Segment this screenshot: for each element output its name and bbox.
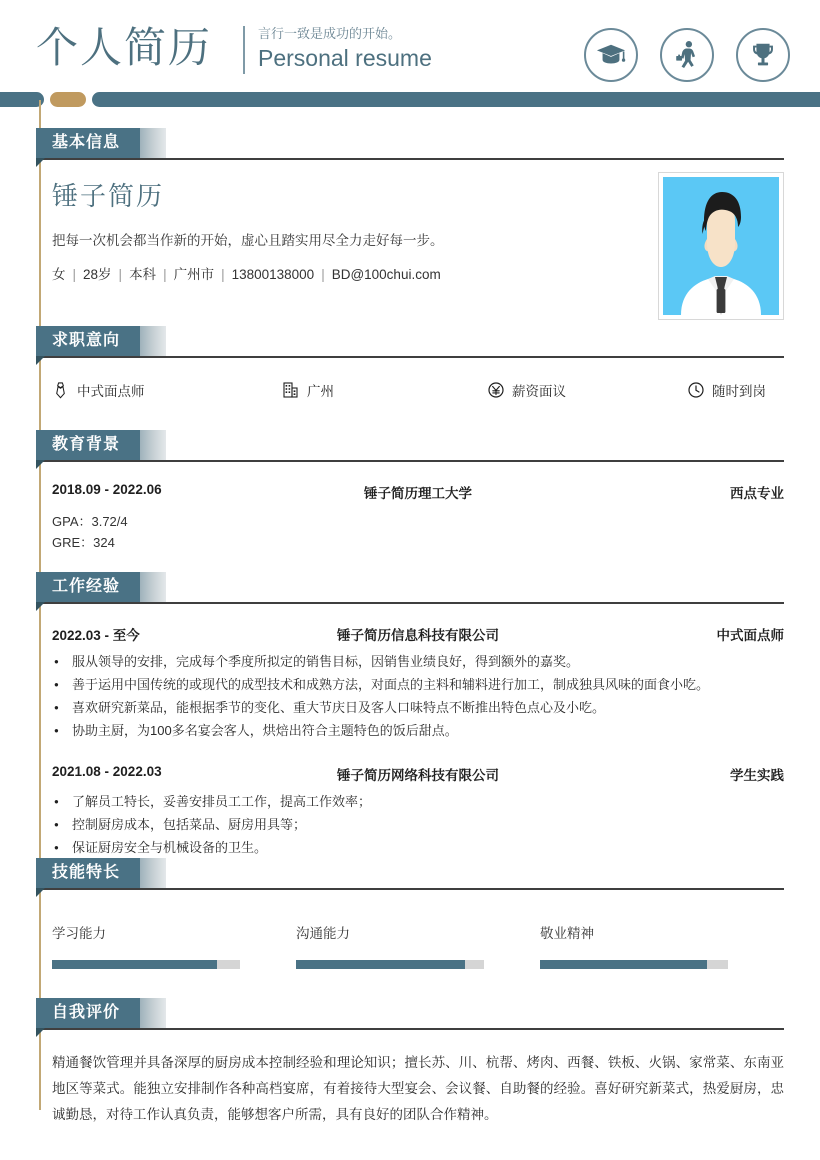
intent-location bbox=[282, 380, 487, 400]
rule-pill-main bbox=[92, 92, 820, 107]
skills-row bbox=[52, 924, 784, 969]
section-title-self-evaluation: 自我评价 bbox=[36, 998, 140, 1028]
meta-city: 广州市 bbox=[173, 267, 215, 282]
work-entry bbox=[52, 624, 784, 742]
tab-notch bbox=[36, 602, 45, 611]
work-role: 中式面点师 bbox=[716, 628, 784, 643]
section-self-evaluation bbox=[0, 998, 820, 1128]
tab-notch bbox=[36, 1028, 45, 1037]
section-header-job-intention bbox=[0, 326, 820, 362]
skill-label: 沟通能力 bbox=[296, 926, 350, 941]
education-gpa: GPA：3.72/4 bbox=[52, 514, 128, 529]
page-header bbox=[0, 0, 820, 92]
work-date: 2022.03 - 至今 bbox=[52, 628, 140, 643]
section-title-skills: 技能特长 bbox=[36, 858, 140, 888]
header-rule-bar bbox=[0, 92, 820, 108]
basic-info-body bbox=[0, 164, 820, 286]
work-entry-header bbox=[52, 764, 784, 786]
self-evaluation-text: 精通餐饮管理并具备深厚的厨房成本控制经验和理论知识；擅长苏、川、杭帮、烤肉、西餐、铁板、火锅、家常菜、东南亚地区等菜式。能独立安排制作各种高档宴席，有着接待大型宴会、会议餐、自助餐的经验。喜好研究新菜式，热爱厨房，忠诚勤恳，对待工作认真负责，能够想客户所需，具有良好的团队合作精神。 bbox=[52, 1055, 784, 1122]
education-entry-header bbox=[52, 482, 784, 504]
list-item: ● 善于运用中国传统的或现代的成型技术和成熟方法，对面点的主料和辅料进行加工，制成独具风味的面食小吃。 bbox=[52, 673, 784, 696]
section-basic-info bbox=[0, 128, 820, 286]
meta-phone: 13800138000 bbox=[231, 267, 315, 282]
skill-bar-track bbox=[52, 960, 240, 969]
tab-notch bbox=[36, 356, 45, 365]
section-rule bbox=[36, 158, 784, 160]
skills-body bbox=[0, 894, 820, 969]
skill-label: 敬业精神 bbox=[540, 926, 594, 941]
tab-tail bbox=[140, 858, 166, 888]
list-item: ● 了解员工特长，妥善安排员工工作，提高工作效率； bbox=[52, 790, 784, 813]
work-bullet-list bbox=[52, 650, 784, 742]
list-item: ● 控制厨房成本，包括菜品、厨房用具等； bbox=[52, 813, 784, 836]
tab-tail bbox=[140, 128, 166, 158]
candidate-motto: 把每一次机会都当作新的开始，虚心且踏实用尽全力走好每一步。 bbox=[52, 233, 444, 248]
section-job-intention bbox=[0, 326, 820, 400]
work-bullet-list bbox=[52, 790, 784, 859]
tie-icon bbox=[52, 382, 69, 399]
tab-tail bbox=[140, 326, 166, 356]
graduation-cap-icon bbox=[584, 28, 638, 82]
education-date: 2018.09 - 2022.06 bbox=[52, 482, 162, 497]
work-entry bbox=[52, 764, 784, 859]
section-rule bbox=[36, 888, 784, 890]
skill-bar-fill bbox=[540, 960, 707, 969]
tab-notch bbox=[36, 158, 45, 167]
work-date: 2021.08 - 2022.03 bbox=[52, 764, 162, 779]
skill-item bbox=[296, 924, 540, 969]
avatar-image bbox=[663, 177, 779, 315]
skill-item bbox=[52, 924, 296, 969]
building-icon bbox=[282, 382, 299, 399]
meta-email: BD@100chui.com bbox=[331, 267, 441, 282]
work-company: 锤子简历网络科技有限公司 bbox=[337, 768, 499, 783]
section-rule bbox=[36, 356, 784, 358]
businessman-walking-icon bbox=[660, 28, 714, 82]
clock-icon bbox=[687, 382, 704, 399]
section-title-education: 教育背景 bbox=[36, 430, 140, 460]
section-title-work: 工作经验 bbox=[36, 572, 140, 602]
header-subtitle-cn: 言行一致是成功的开始。 bbox=[258, 26, 402, 41]
section-header-self-evaluation bbox=[0, 998, 820, 1034]
rule-pill-accent bbox=[50, 92, 86, 107]
list-item: ● 喜欢研究新菜品，能根据季节的变化、重大节庆日及客人口味特点不断推出特色点心及小吃。 bbox=[52, 696, 784, 719]
work-entry-header bbox=[52, 624, 784, 646]
job-intention-row bbox=[52, 380, 784, 400]
section-title-job-intention: 求职意向 bbox=[36, 326, 140, 356]
job-intention-body bbox=[0, 362, 820, 400]
section-rule bbox=[36, 460, 784, 462]
list-item: ● 保证厨房安全与机械设备的卫生。 bbox=[52, 836, 784, 859]
skill-bar-fill bbox=[52, 960, 217, 969]
education-body bbox=[0, 466, 820, 553]
skill-item bbox=[540, 924, 784, 969]
trophy-icon bbox=[736, 28, 790, 82]
candidate-name: 锤子简历 bbox=[52, 181, 165, 211]
intent-availability-text: 随时到岗 bbox=[712, 384, 766, 399]
work-role: 学生实践 bbox=[730, 768, 784, 783]
section-skills bbox=[0, 858, 820, 969]
self-evaluation-body bbox=[0, 1034, 820, 1128]
meta-degree: 本科 bbox=[129, 267, 157, 282]
intent-salary-text: 薪资面议 bbox=[512, 384, 566, 399]
intent-salary bbox=[487, 380, 687, 400]
section-rule bbox=[36, 602, 784, 604]
intent-position-text: 中式面点师 bbox=[77, 384, 145, 399]
tab-tail bbox=[140, 430, 166, 460]
yen-icon bbox=[487, 382, 504, 399]
header-icon-group bbox=[584, 28, 790, 82]
intent-availability bbox=[687, 380, 766, 400]
section-header-skills bbox=[0, 858, 820, 894]
skill-bar-track bbox=[540, 960, 728, 969]
list-item: ● 服从领导的安排，完成每个季度所拟定的销售目标，因销售业绩良好，得到额外的嘉奖。 bbox=[52, 650, 784, 673]
section-rule bbox=[36, 1028, 784, 1030]
education-major: 西点专业 bbox=[730, 486, 784, 501]
work-body bbox=[0, 608, 820, 859]
meta-sep: | bbox=[72, 267, 77, 282]
list-item: ● 协助主厨，为100多名宴会客人，烘焙出符合主题特色的饭后甜点。 bbox=[52, 719, 784, 742]
rule-pill-left bbox=[0, 92, 44, 107]
skill-bar-fill bbox=[296, 960, 465, 969]
tab-notch bbox=[36, 460, 45, 469]
section-header-basic-info bbox=[0, 128, 820, 164]
section-education bbox=[0, 430, 820, 553]
header-divider bbox=[243, 26, 245, 74]
intent-position bbox=[52, 380, 282, 400]
section-header-work bbox=[0, 572, 820, 608]
intent-location-text: 广州 bbox=[307, 384, 334, 399]
meta-age: 28岁 bbox=[83, 267, 112, 282]
section-work-experience bbox=[0, 572, 820, 859]
tab-tail bbox=[140, 572, 166, 602]
meta-sep: | bbox=[163, 267, 167, 282]
tab-tail bbox=[140, 998, 166, 1028]
meta-sep: | bbox=[321, 267, 325, 282]
education-school: 锤子简历理工大学 bbox=[364, 486, 472, 501]
section-header-education bbox=[0, 430, 820, 466]
section-title-basic-info: 基本信息 bbox=[36, 128, 140, 158]
meta-sep: | bbox=[118, 267, 123, 282]
education-gre: GRE：324 bbox=[52, 535, 115, 550]
page-title: 个人简历 bbox=[36, 24, 213, 71]
meta-gender: 女 bbox=[52, 267, 66, 282]
meta-sep: | bbox=[221, 267, 225, 282]
header-subtitle-en: Personal resume bbox=[258, 45, 432, 71]
skill-label: 学习能力 bbox=[52, 926, 106, 941]
skill-bar-track bbox=[296, 960, 484, 969]
avatar bbox=[658, 172, 784, 320]
work-company: 锤子简历信息科技有限公司 bbox=[337, 628, 499, 643]
tab-notch bbox=[36, 888, 45, 897]
